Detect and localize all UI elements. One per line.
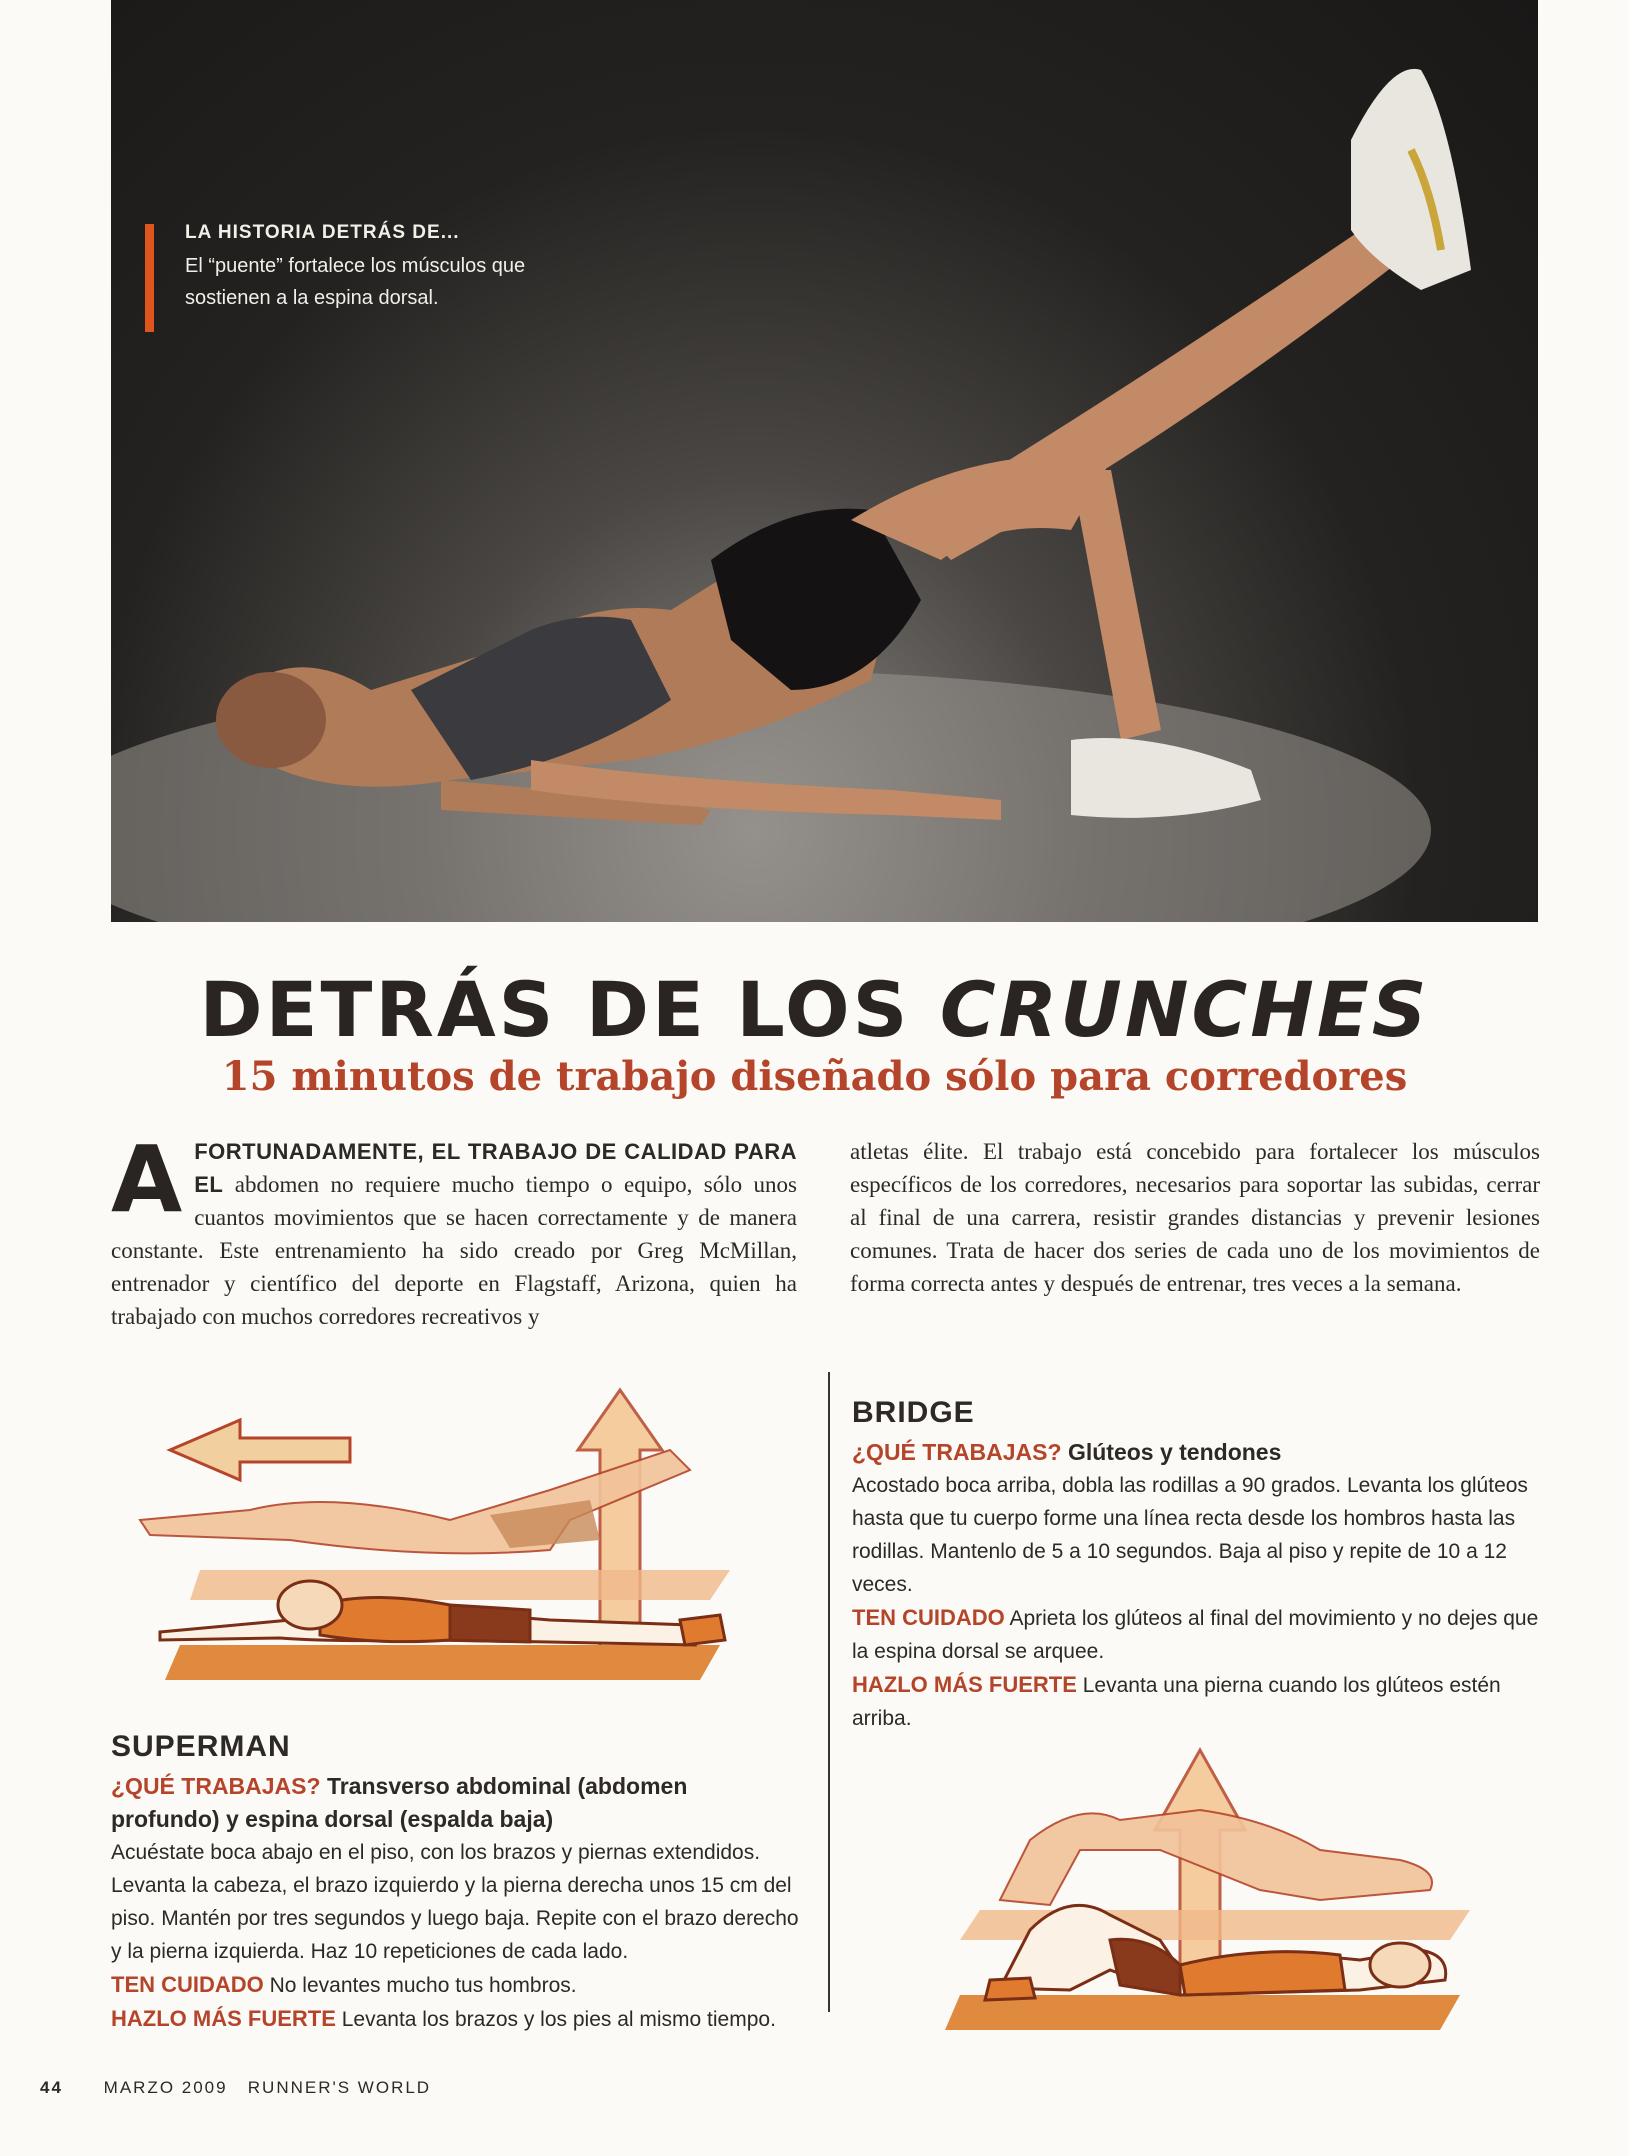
superman-title: SUPERMAN xyxy=(111,1730,291,1763)
photo-caption xyxy=(145,222,605,314)
column-divider xyxy=(828,1372,830,2012)
bridge-harder-text: Levanta una pierna cuando los glúteos estén arriba. xyxy=(852,1674,1501,1730)
bridge-section xyxy=(852,1396,1542,1735)
superman-q-text: Transverso abdominal (abdomen profundo) y espina dorsal (espalda baja) xyxy=(111,1773,688,1832)
page-number: 44 xyxy=(40,2078,63,2097)
intro-column-2 xyxy=(850,1135,1540,1300)
superman-harder xyxy=(111,2002,801,2036)
footer-issue: MARZO 2009 xyxy=(103,2078,228,2097)
title-main: DETRÁS DE LOS xyxy=(199,965,940,1054)
superman-harder-text: Levanta los brazos y los pies al mismo tiempo. xyxy=(335,2008,776,2031)
caption-text-line1: El “puente” fortalece los músculos que xyxy=(185,255,526,277)
bridge-careful xyxy=(852,1601,1542,1668)
drop-cap: A xyxy=(111,1126,183,1233)
superman-body: Acuéstate boca abajo en el piso, con los brazos y piernas extendidos. Levanta la cabeza, el brazo izquierdo y la pierna derecha unos 15 cm del piso. Mantén por tres segundos y luego baja. Repite con el brazo derecho y la pierna izquierda. Haz 10 repeticiones de cada lado. xyxy=(111,1841,799,1963)
bridge-body: Acostado boca arriba, dobla las rodillas a 90 grados. Levanta los glúteos hasta que tu cuerpo forme una línea recta desde los hombros hasta las rodillas. Mantenlo de 5 a 10 segundos. Baja al piso y repite de 10 a 12 veces. xyxy=(852,1474,1528,1596)
bridge-q-label: ¿QUÉ TRABAJAS? xyxy=(852,1439,1062,1465)
superman-section xyxy=(111,1730,801,2036)
caption-heading: LA HISTORIA DETRÁS DE... xyxy=(185,222,460,243)
intro-column-1 xyxy=(111,1126,797,1333)
superman-question xyxy=(111,1770,801,1836)
title-emphasis: CRUNCHES xyxy=(939,965,1430,1054)
footer-magazine: RUNNER'S WORLD xyxy=(247,2078,432,2097)
caption-accent-bar xyxy=(145,224,154,332)
intro-text-1: abdomen no requiere mucho tiempo o equipo, sólo unos cuantos movimientos que se hacen correctamente y de manera constante. Este entrenamiento ha sido creado por Greg McMillan, entrenador y científico del deporte en Flagstaff, Arizona, quien ha trabajado con muchos corredores recreativos y xyxy=(111,1172,797,1329)
bridge-harder-label: HAZLO MÁS FUERTE xyxy=(852,1672,1077,1697)
bridge-careful-text: Aprieta los glúteos al final del movimiento y no dejes que la espina dorsal se arquee. xyxy=(852,1607,1539,1663)
superman-careful xyxy=(111,1968,801,2002)
bridge-harder xyxy=(852,1668,1542,1735)
bridge-illustration xyxy=(940,1740,1500,2040)
bridge-title: BRIDGE xyxy=(852,1396,975,1429)
intro-text-2: atletas élite. El trabajo está concebido para fortalecer los músculos específicos de los corredores, necesarios para soportar las subidas, cerrar al final de una carrera, resistir grandes distancias y prevenir lesiones comunes. Trata de hacer dos series de cada uno de los movimientos de forma correcta antes y después de entrenar, tres veces a la semana. xyxy=(850,1139,1540,1296)
bridge-question xyxy=(852,1436,1542,1469)
bridge-q-text: Glúteos y tendones xyxy=(1061,1439,1282,1465)
caption-text-line2: sostienen a la espina dorsal. xyxy=(185,287,439,309)
athlete-bridge-illustration xyxy=(111,0,1538,922)
superman-q-label: ¿QUÉ TRABAJAS? xyxy=(111,1773,321,1799)
page-footer xyxy=(40,2078,431,2098)
bridge-careful-label: TEN CUIDADO xyxy=(852,1605,1005,1630)
intro-lead: FORTUNADAMENTE, EL TRABAJO DE CALIDAD PARA EL xyxy=(194,1139,797,1197)
superman-harder-label: HAZLO MÁS FUERTE xyxy=(111,2006,336,2031)
article-subtitle: 15 minutos de trabajo diseñado sólo para corredores xyxy=(221,1053,1408,1100)
article-title xyxy=(0,965,1629,1054)
superman-careful-label: TEN CUIDADO xyxy=(111,1972,264,1997)
hero-photo xyxy=(111,0,1538,922)
superman-careful-text: No levantes mucho tus hombros. xyxy=(263,1974,577,1997)
superman-illustration xyxy=(130,1370,780,1700)
